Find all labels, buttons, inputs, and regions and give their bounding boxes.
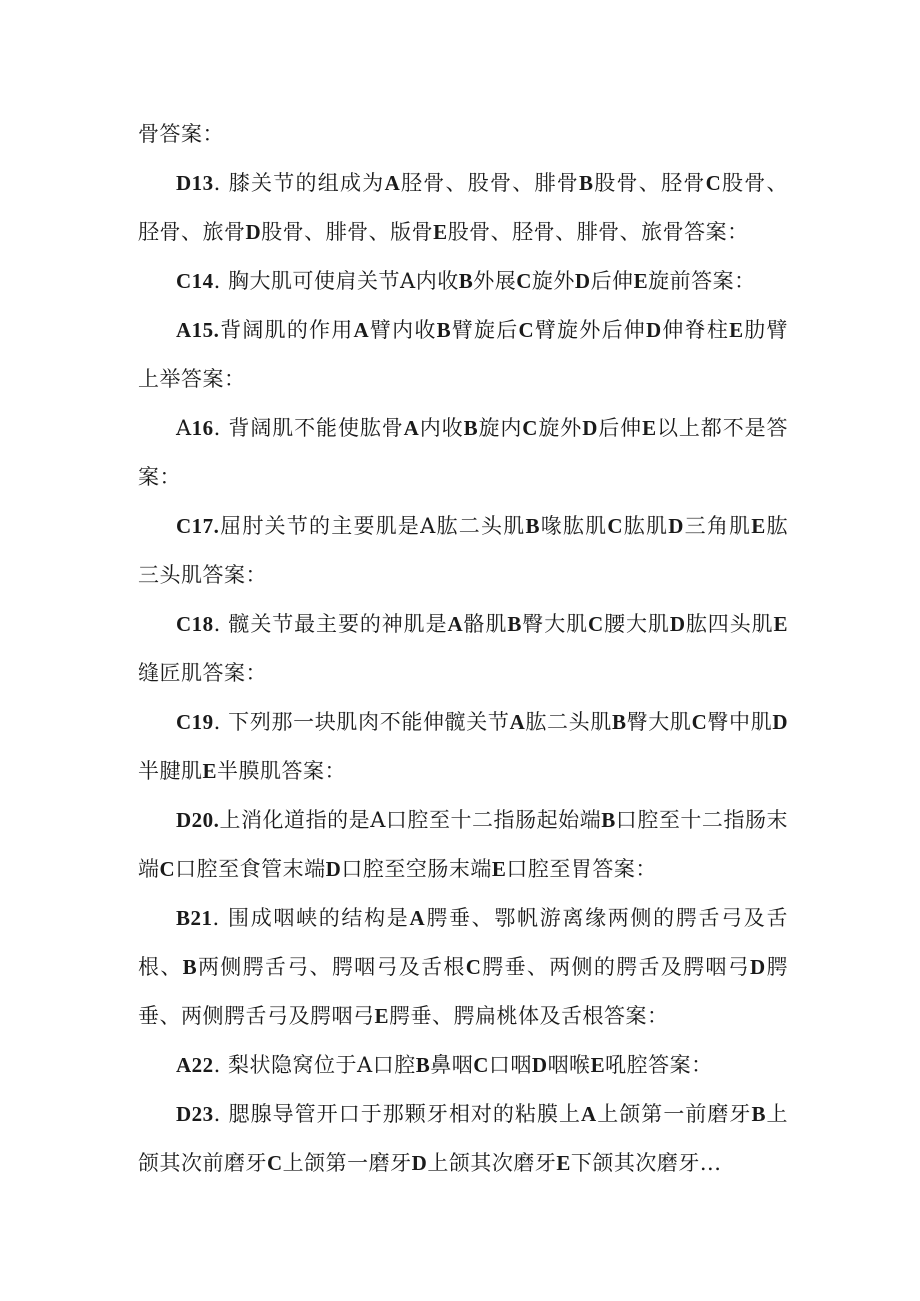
question-paragraph [138,404,788,502]
bold-label: D [245,220,262,244]
bold-label: D [325,857,342,881]
text-segment: 股骨、胫骨、旅骨 [138,171,789,244]
document-body [138,110,788,1188]
bold-label: C [705,171,722,195]
text-segment: 后伸 [590,269,634,293]
bold-label: A [403,416,420,440]
question-paragraph [138,698,788,796]
text-segment: 股骨、胫骨、腓骨、旅骨答案： [447,220,749,244]
text-segment: 后伸 [597,416,643,440]
text-segment: 三角肌 [683,514,752,538]
text-segment: 腭垂、两侧腭舌弓及腭咽弓 [138,955,789,1028]
bold-label: E [202,759,218,783]
bold-label: A15. [176,318,220,342]
text-segment: A [420,514,436,538]
question-paragraph [138,159,788,257]
bold-label: C [522,416,538,440]
bold-label: A [384,171,401,195]
bold-label: E [633,269,649,293]
text-segment: 臂旋后 [451,318,519,342]
text-segment: 胫骨、股骨、腓骨 [400,171,580,195]
bold-label: B [415,1053,431,1077]
text-segment: 臀大肌 [626,710,692,734]
question-paragraph [138,502,788,600]
text-segment: 喙肱肌 [539,514,608,538]
text-segment: 臀中肌 [707,710,773,734]
bold-label: B21 [176,906,213,930]
question-paragraph [138,257,788,306]
bold-label: E [590,1053,606,1077]
question-paragraph [138,1041,788,1090]
bold-label: D [411,1151,428,1175]
bold-label: E [642,416,657,440]
text-segment: 臂旋外后伸 [534,318,647,342]
bold-label: B [601,808,616,832]
text-segment: 口腔至食管末端 [175,857,326,881]
text-segment: . 腮腺导管开口于那颗牙相对的粘膜上 [213,1102,582,1126]
bold-label: C [159,857,176,881]
bold-label: B [458,269,474,293]
text-segment: 口腔 [372,1053,416,1077]
bold-label: E [556,1151,571,1175]
bold-label: A [509,710,526,734]
bold-label: B [436,318,452,342]
bold-label: C14 [176,269,214,293]
text-segment: 腭垂、鄂帆游离缘两侧的腭舌弓及舌根、 [138,906,788,979]
text-segment: 半膜肌答案： [217,759,347,783]
text-segment: . 髋关节最主要的神肌是 [213,612,448,636]
text-segment: 口腔至十二指肠末端 [138,808,789,881]
text-segment: 背阔肌的作用 [219,318,354,342]
bold-label: D [646,318,662,342]
bold-label: C18 [176,612,214,636]
text-segment: . 围成咽峡的结构是 [212,906,410,930]
bold-label: D [669,612,686,636]
bold-label: B [751,1102,766,1126]
text-segment: 吼腔答案： [605,1053,713,1077]
text-segment: 旋外 [537,416,583,440]
bold-label: A [581,1102,597,1126]
text-segment: 下颌其次磨牙... [570,1151,722,1175]
bold-label: E [433,220,448,244]
question-paragraph [138,796,788,894]
text-segment: . 下列那一块肌肉不能伸髋关节 [213,710,510,734]
bold-label: B [182,955,198,979]
text-segment: 肋臂上举答案： [138,318,789,391]
bold-label: D [582,416,598,440]
bold-label: D [574,269,591,293]
text-segment: 肱二头肌 [435,514,526,538]
bold-label: D [750,955,766,979]
text-segment: 伸脊柱 [661,318,730,342]
text-segment: 腰大肌 [603,612,670,636]
question-paragraph [138,110,788,159]
text-segment: A [176,416,192,440]
question-paragraph [138,894,788,1041]
text-segment: 骨答案： [138,122,224,146]
bold-label: E [729,318,744,342]
text-segment: 上消化道指的是 [219,808,371,832]
text-segment: 肱三头肌答案： [138,514,789,587]
text-segment: 臂内收 [369,318,437,342]
text-segment: 缝匠肌答案： [138,661,267,685]
bold-label: C17. [176,514,220,538]
text-segment: 外展 [473,269,517,293]
bold-label: 16 [191,416,214,440]
bold-label: D23 [176,1102,214,1126]
bold-label: A22 [176,1053,214,1077]
text-segment: 肱二头肌 [525,710,612,734]
bold-label: E [751,514,766,538]
text-segment: 口腔至胃答案： [506,857,657,881]
text-segment: 旋内 [478,416,523,440]
bold-label: A [447,612,464,636]
bold-label: C [607,514,624,538]
bold-label: D [772,710,789,734]
bold-label: C [473,1053,489,1077]
bold-label: C [588,612,604,636]
text-segment: 上颌其次前磨牙 [138,1102,789,1175]
text-segment: 上颌第一前磨牙 [596,1102,752,1126]
question-paragraph [138,600,788,698]
bold-label: C [267,1151,283,1175]
text-segment: 股骨、腓骨、版骨 [261,220,434,244]
text-segment: A [357,1053,373,1077]
text-segment: 旋前答案： [648,269,756,293]
text-segment: 肱肌 [623,514,669,538]
bold-label: B [463,416,479,440]
bold-label: A [353,318,370,342]
bold-label: C [465,955,482,979]
bold-label: B [525,514,540,538]
text-segment: . 胸大肌可使肩关节 [213,269,401,293]
text-segment: 半腱肌 [138,759,203,783]
bold-label: C [516,269,532,293]
text-segment: 臀大肌 [521,612,589,636]
text-segment: 内收 [415,269,459,293]
bold-label: C [691,710,708,734]
bold-label: B [611,710,627,734]
text-segment: 腭垂、腭扁桃体及舌根答案： [389,1004,669,1028]
text-segment: 旋外 [531,269,575,293]
text-segment: 口腔至空肠末端 [341,857,492,881]
text-segment: 内收 [419,416,464,440]
text-segment: 以上都不是答案： [138,416,789,489]
text-segment: 咽喉 [547,1053,591,1077]
text-segment: 上颌第一磨牙 [282,1151,412,1175]
text-segment: 两侧腭舌弓、腭咽弓及舌根 [197,955,466,979]
bold-label: C [518,318,535,342]
text-segment: 屈肘关节的主要肌是 [219,514,421,538]
bold-label: A [409,906,426,930]
text-segment: 口咽 [488,1053,532,1077]
text-segment: . 背阔肌不能使肱骨 [213,416,404,440]
text-segment: 腭垂、两侧的腭舌及腭咽弓 [481,955,751,979]
bold-label: E [374,1004,390,1028]
text-segment: 上颌其次磨牙 [427,1151,557,1175]
text-segment: A [370,808,386,832]
text-segment: 口腔至十二指肠起始端 [385,808,602,832]
question-paragraph [138,306,788,404]
text-segment: 骼肌 [463,612,508,636]
text-segment: 肱四头肌 [685,612,774,636]
text-segment: 鼻咽 [430,1053,474,1077]
bold-label: B [507,612,522,636]
bold-label: C19 [176,710,214,734]
bold-label: D [668,514,684,538]
question-paragraph [138,1090,788,1188]
bold-label: E [773,612,789,636]
bold-label: D13 [176,171,214,195]
text-segment: . 膝关节的组成为 [213,171,385,195]
bold-label: D [531,1053,548,1077]
text-segment: A [400,269,416,293]
bold-label: B [579,171,594,195]
bold-label: E [491,857,507,881]
bold-label: D20. [176,808,220,832]
text-segment: 股骨、胫骨 [593,171,706,195]
text-segment: . 梨状隐窝位于 [213,1053,358,1077]
